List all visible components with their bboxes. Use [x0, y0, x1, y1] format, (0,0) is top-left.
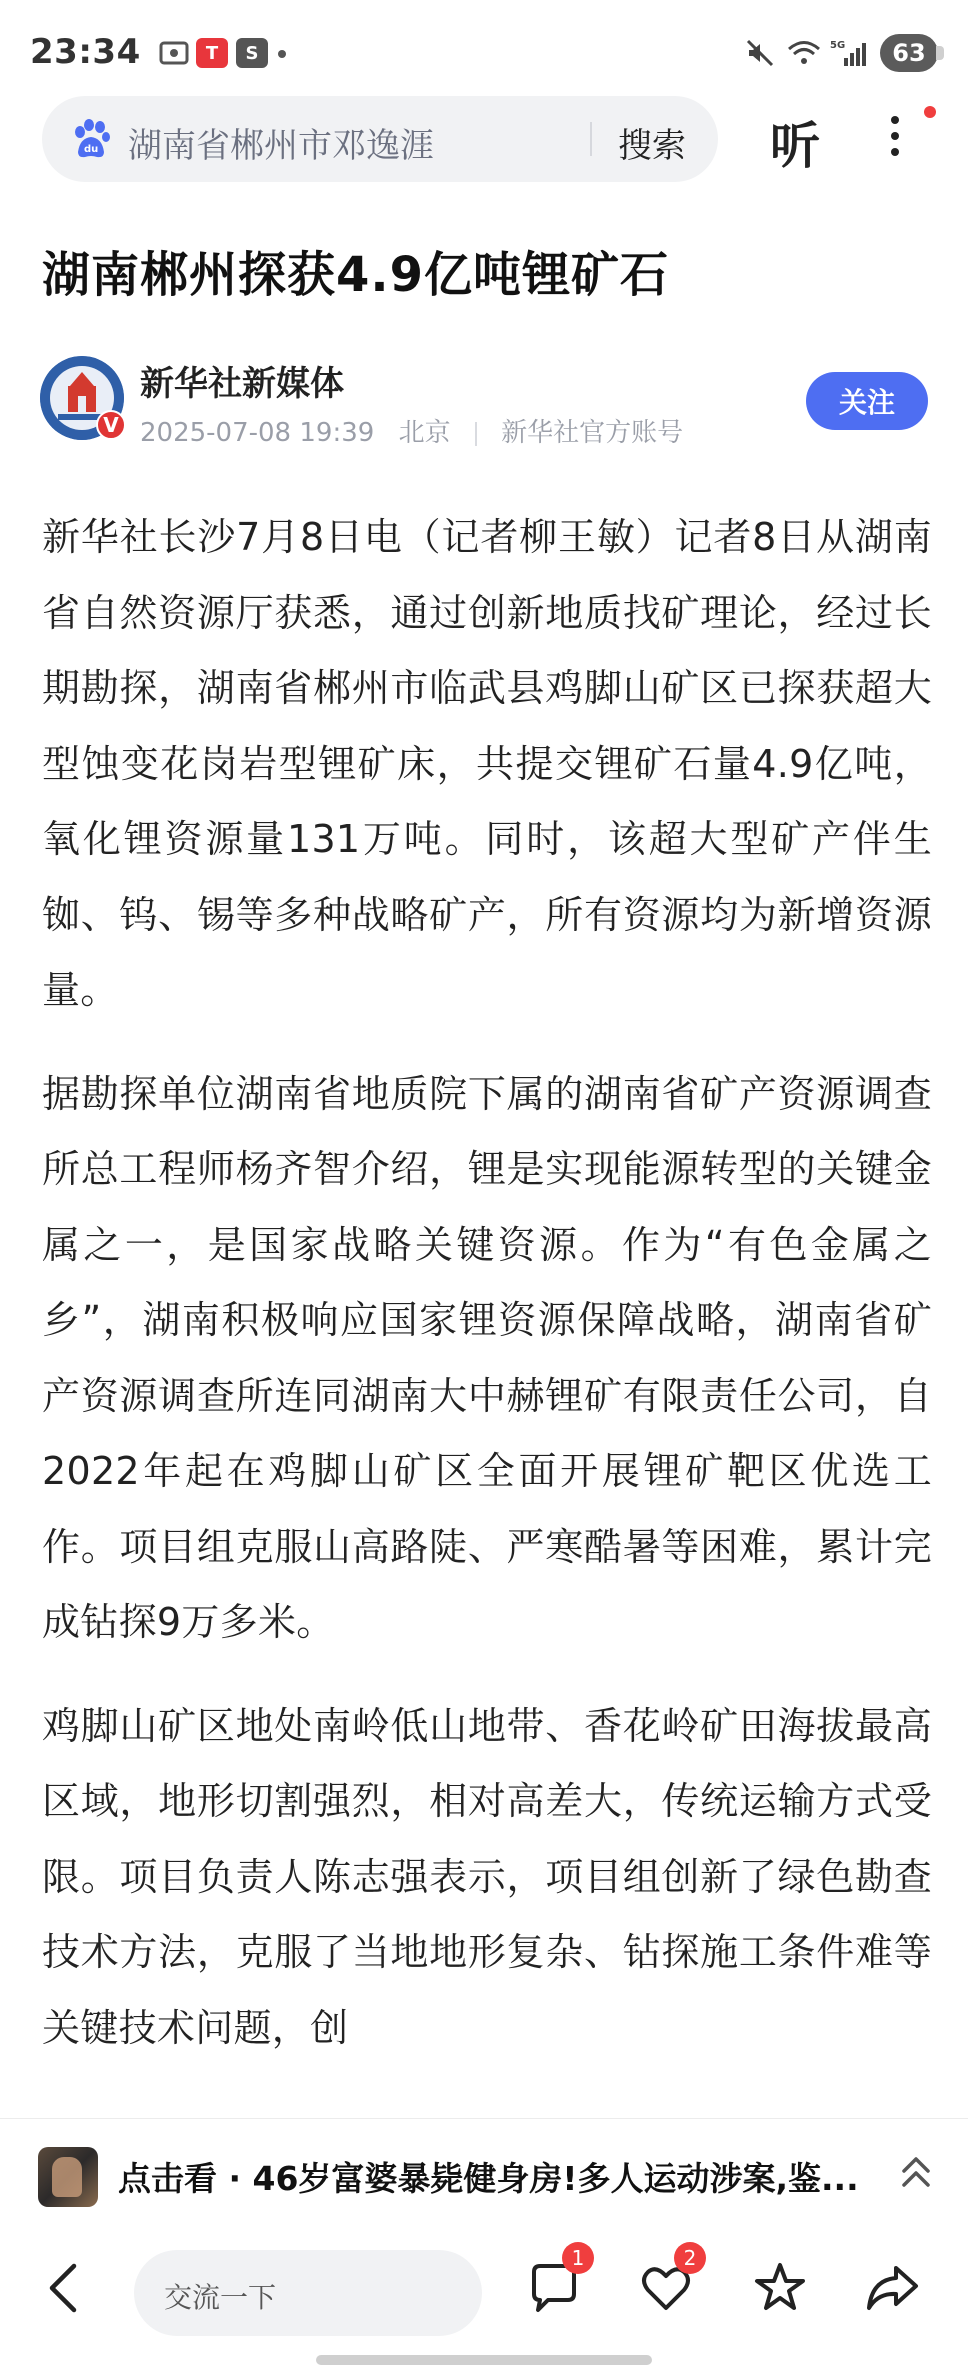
recommend-thumbnail[interactable]	[38, 2147, 98, 2207]
mute-icon	[744, 38, 776, 68]
follow-button[interactable]: 关注	[806, 372, 928, 430]
comment-input[interactable]	[134, 2250, 482, 2336]
author-name[interactable]: 新华社新媒体	[140, 364, 344, 404]
article-paragraph: 鸡脚山矿区地处南岭低山地带、香花岭矿田海拔最高区域，地形切割强烈，相对高差大，传统运输方式受限。项目负责人陈志强表示，项目组创新了绿色勘查技术方法，克服了当地地形复杂、钻探施工条件难等关键技术问题，创	[42, 1703, 932, 2050]
chevron-up-icon[interactable]	[896, 2149, 936, 2199]
screenshot-icon	[158, 38, 190, 68]
like-count-badge: 2	[674, 2242, 706, 2274]
signal-5g-icon	[830, 38, 870, 68]
search-input[interactable]: 湖南省郴州市邓逸涯	[128, 126, 434, 166]
s-app-icon: S	[236, 38, 268, 68]
verified-badge-icon: V	[96, 410, 126, 440]
wifi-icon	[784, 38, 824, 68]
notification-dot	[278, 50, 286, 58]
comment-count-badge: 1	[562, 2242, 594, 2274]
meta-divider	[475, 422, 477, 446]
publish-date: 2025-07-08 19:39	[140, 418, 375, 448]
account-type: 新华社官方账号	[501, 418, 684, 448]
article-paragraph: 据勘探单位湖南省地质院下属的湖南省矿产资源调查所总工程师杨齐智介绍，锂是实现能源转型的关键金属之一，是国家战略关键资源。作为“有色金属之乡”，湖南积极响应国家锂资源保障战略，湖南省矿产资源调查所连同湖南大中赫锂矿有限责任公司，自2022年起在鸡脚山矿区全面开展锂矿靶区优选工作。项目组克服山高路陡、严寒酷暑等困难，累计完成钻探9万多米。	[42, 1071, 932, 1644]
article-meta	[140, 412, 699, 449]
svg-text:5G: 5G	[830, 40, 846, 51]
home-indicator[interactable]	[316, 2355, 652, 2365]
recommend-link[interactable]: 点击看 · 46岁富婆暴毙健身房!多人运动涉案,鉴...	[118, 2159, 859, 2198]
more-notification-dot	[924, 106, 936, 118]
publish-location: 北京	[398, 418, 451, 448]
search-divider	[590, 122, 592, 156]
back-arrow-icon[interactable]	[44, 2260, 84, 2316]
article-title: 湖南郴州探获4.9亿吨锂矿石	[42, 247, 670, 303]
search-box[interactable]	[42, 96, 718, 182]
search-button[interactable]: 搜索	[618, 126, 686, 166]
star-icon[interactable]	[752, 2260, 808, 2316]
status-bar	[0, 0, 968, 100]
share-icon[interactable]	[864, 2260, 920, 2316]
article-paragraph: 新华社长沙7月8日电（记者柳王敏）记者8日从湖南省自然资源厅获悉，通过创新地质找矿理论，经过长期勘探，湖南省郴州市临武县鸡脚山矿区已探获超大型蚀变花岗岩型锂矿床，共提交锂矿石量4.9亿吨，氧化锂资源量131万吨。同时，该超大型矿产伴生铷、钨、锡等多种战略矿产，所有资源均为新增资源量。	[42, 515, 932, 1012]
comment-placeholder: 交流一下	[164, 2281, 277, 2314]
recommend-bar[interactable]	[0, 2118, 968, 2230]
status-time: 23:34	[30, 32, 141, 72]
article-body	[42, 500, 932, 2120]
baidu-paw-icon	[70, 118, 112, 160]
more-menu-icon[interactable]	[880, 108, 910, 178]
listen-button[interactable]: 听	[770, 117, 820, 175]
battery-indicator: 63	[880, 34, 938, 72]
svg-text:du: du	[84, 144, 99, 155]
tesla-icon: T	[196, 38, 228, 68]
